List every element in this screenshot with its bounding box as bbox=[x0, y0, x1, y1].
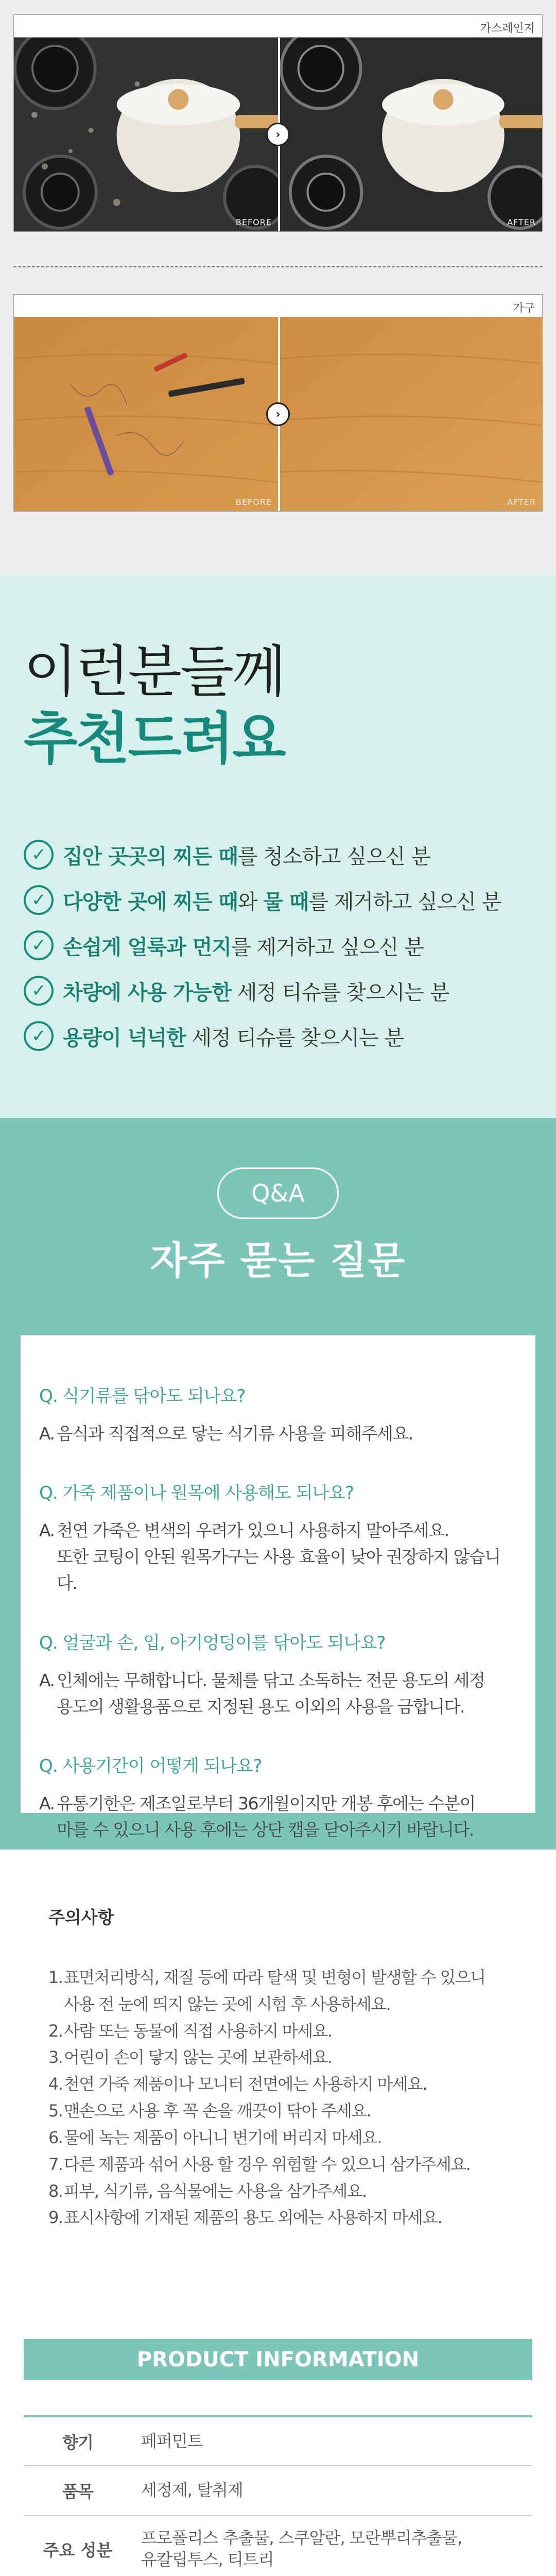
recommend-highlight: 용량이 넉넉한 bbox=[63, 1026, 186, 1050]
comparison-images bbox=[14, 38, 542, 231]
recommend-item bbox=[24, 968, 556, 1013]
recommend-highlight: 다양한 곳에 찌든 때 bbox=[63, 890, 238, 914]
product-info-section bbox=[0, 2339, 556, 2576]
answer-line: 유통기한은 제조일로부터 36개월이지만 개봉 후에는 수분이 bbox=[57, 1793, 476, 1814]
before-image bbox=[14, 317, 278, 511]
notice-item bbox=[48, 2178, 532, 2205]
after-label: AFTER bbox=[507, 497, 536, 507]
before-label: BEFORE bbox=[235, 497, 272, 507]
faq-item bbox=[39, 1629, 517, 1720]
notice-number: 4. bbox=[48, 2074, 63, 2094]
before-after-gas-range bbox=[13, 14, 543, 232]
notice-line: 맨손으로 사용 후 꼭 손을 깨끗이 닦아 주세요. bbox=[64, 2101, 371, 2121]
recommend-text: 를 청소하고 싶으신 분 bbox=[237, 844, 430, 869]
row-value bbox=[132, 2515, 532, 2576]
row-key: 향기 bbox=[24, 2416, 132, 2466]
notice-number: 7. bbox=[48, 2154, 63, 2174]
table-row bbox=[24, 2515, 532, 2576]
notice-line: 물에 녹는 제품이 아니니 변기에 버리지 마세요. bbox=[64, 2127, 381, 2147]
chevron-right-icon: › bbox=[266, 402, 290, 426]
notice-number: 2. bbox=[48, 2021, 63, 2041]
notice-number: 5. bbox=[48, 2101, 63, 2121]
furniture-after-photo bbox=[280, 317, 542, 511]
recommend-list bbox=[24, 832, 556, 1059]
faq-answer bbox=[39, 1517, 517, 1596]
faq-item bbox=[39, 1479, 517, 1596]
answer-label: A. bbox=[39, 1423, 55, 1444]
recommend-item bbox=[24, 1013, 556, 1059]
before-after-section bbox=[0, 0, 556, 574]
qa-badge: Q&A bbox=[217, 1167, 339, 1219]
notice-number: 9. bbox=[48, 2208, 63, 2228]
check-circle-icon: ✓ bbox=[24, 840, 54, 870]
value-line: 유칼립투스, 티트리 bbox=[141, 2550, 274, 2569]
after-image bbox=[278, 38, 542, 231]
faq-question: Q. 사용기간이 어떻게 되나요? bbox=[39, 1755, 262, 1776]
recommend-highlight: 손쉽게 얼룩과 먼지 bbox=[63, 935, 231, 959]
recommend-text: 세정 티슈를 찾으시는 분 bbox=[185, 1026, 404, 1050]
faq-answer bbox=[39, 1790, 517, 1843]
product-info-banner: PRODUCT INFORMATION bbox=[24, 2339, 532, 2380]
check-circle-icon: ✓ bbox=[24, 1021, 54, 1051]
notice-item bbox=[48, 2125, 532, 2151]
furniture-before-photo bbox=[14, 317, 278, 511]
notice-number: 3. bbox=[48, 2047, 63, 2067]
recommend-text: 와 bbox=[237, 890, 264, 914]
notice-item bbox=[48, 1964, 532, 2018]
notice-item bbox=[48, 2071, 532, 2098]
faq-title: 자주 묻는 질문 bbox=[150, 1239, 406, 1283]
after-image bbox=[278, 317, 542, 511]
answer-line: 마를 수 있으니 사용 후에는 상단 캡을 닫아주시기 바랍니다. bbox=[57, 1819, 474, 1840]
notice-number: 8. bbox=[48, 2181, 63, 2201]
product-info-table bbox=[24, 2415, 532, 2576]
answer-label: A. bbox=[39, 1793, 55, 1814]
recommend-text: 를 제거하고 싶으신 분 bbox=[231, 935, 424, 959]
check-circle-icon: ✓ bbox=[24, 930, 54, 960]
answer-line: 용도의 생활용품으로 지정된 용도 이외의 사용을 금합니다. bbox=[57, 1696, 464, 1717]
check-circle-icon: ✓ bbox=[24, 976, 54, 1006]
notice-section bbox=[0, 1850, 556, 2339]
notice-line: 표시사항에 기재된 제품의 용도 외에는 사용하지 마세요. bbox=[64, 2208, 442, 2228]
answer-label: A. bbox=[39, 1520, 55, 1541]
notice-item bbox=[48, 2151, 532, 2178]
row-key: 품목 bbox=[24, 2466, 132, 2515]
answer-line: 인체에는 무해합니다. 물체를 닦고 소독하는 전문 용도의 세정 bbox=[57, 1670, 485, 1690]
notice-item bbox=[48, 2098, 532, 2125]
after-label: AFTER bbox=[507, 217, 536, 227]
faq-question: Q. 가죽 제품이나 원목에 사용해도 되나요? bbox=[39, 1483, 354, 1504]
notice-line: 사용 전 눈에 띄지 않는 곳에 시험 후 사용하세요. bbox=[64, 1994, 391, 2014]
recommend-item bbox=[24, 877, 556, 923]
recommend-highlight: 차량에 사용 가능한 bbox=[63, 980, 231, 1005]
recommend-item bbox=[24, 923, 556, 968]
answer-line: 음식과 직접적으로 닿는 식기류 사용을 피해주세요. bbox=[57, 1423, 413, 1444]
recommend-highlight: 집안 곳곳의 찌든 때 bbox=[63, 844, 238, 869]
faq-section bbox=[0, 1118, 556, 1850]
notice-title: 주의사항 bbox=[48, 1907, 114, 1927]
recommend-text: 세정 티슈를 찾으시는 분 bbox=[231, 980, 449, 1005]
comparison-images bbox=[14, 317, 542, 511]
table-row bbox=[24, 2416, 532, 2466]
notice-line: 다른 제품과 섞어 사용 할 경우 위험할 수 있으니 삼가주세요. bbox=[64, 2154, 471, 2174]
notice-item bbox=[48, 2018, 532, 2045]
before-label: BEFORE bbox=[235, 217, 272, 227]
answer-line: 또한 코팅이 안된 원목가구는 사용 효율이 낮아 권장하지 않습니다. bbox=[57, 1547, 500, 1594]
gas-range-before-photo bbox=[14, 38, 278, 231]
gas-range-after-photo bbox=[280, 38, 542, 231]
value-line: 페퍼민트 bbox=[141, 2431, 203, 2451]
recommend-heading-line2: 추천드려요 bbox=[24, 707, 285, 772]
recommend-text: 를 제거하고 싶으신 분 bbox=[308, 890, 501, 914]
faq-answer bbox=[39, 1667, 517, 1720]
chevron-right-icon: › bbox=[266, 123, 290, 146]
faq-question: Q. 얼굴과 손, 입, 아기엉덩이를 닦아도 되나요? bbox=[39, 1632, 386, 1653]
category-tag: 가구 bbox=[14, 295, 542, 317]
notice-line: 표면처리방식, 재질 등에 따라 탈색 및 변형이 발생할 수 있으니 bbox=[64, 1968, 485, 1987]
recommend-item bbox=[24, 832, 556, 877]
category-tag: 가스레인지 bbox=[14, 15, 542, 38]
faq-card bbox=[21, 1335, 535, 1840]
check-circle-icon: ✓ bbox=[24, 885, 54, 915]
answer-label: A. bbox=[39, 1670, 55, 1690]
row-key: 주요 성분 bbox=[24, 2515, 132, 2576]
recommend-heading-line1: 이런분들께 bbox=[24, 640, 285, 704]
value-line: 프로폴리스 추출물, 스쿠알란, 모란뿌리추출물, bbox=[141, 2528, 462, 2548]
notice-item bbox=[48, 2044, 532, 2071]
section-divider bbox=[13, 266, 543, 267]
notice-line: 천연 가죽 제품이나 모니터 전면에는 사용하지 마세요. bbox=[64, 2074, 427, 2094]
faq-item bbox=[39, 1752, 517, 1843]
recommend-highlight: 물 때 bbox=[263, 890, 309, 914]
value-line: 세정제, 탈취제 bbox=[141, 2480, 243, 2500]
notice-line: 피부, 식기류, 음식물에는 사용을 삼가주세요. bbox=[64, 2181, 367, 2201]
answer-line: 천연 가죽은 변색의 우려가 있으니 사용하지 말아주세요. bbox=[57, 1520, 449, 1541]
notice-line: 어린이 손이 닿지 않는 곳에 보관하세요. bbox=[64, 2047, 332, 2067]
row-value bbox=[132, 2466, 532, 2515]
before-image bbox=[14, 38, 278, 231]
faq-answer bbox=[39, 1420, 517, 1447]
notice-line: 사람 또는 동물에 직접 사용하지 마세요. bbox=[64, 2021, 332, 2041]
table-row bbox=[24, 2466, 532, 2515]
notice-number: 6. bbox=[48, 2127, 63, 2147]
notice-number: 1. bbox=[48, 1968, 63, 1987]
before-after-furniture bbox=[13, 294, 543, 512]
notice-list bbox=[48, 1964, 532, 2231]
recommend-section bbox=[0, 574, 556, 1118]
faq-item bbox=[39, 1382, 517, 1447]
row-value bbox=[132, 2416, 532, 2466]
notice-item bbox=[48, 2205, 532, 2231]
faq-question: Q. 식기류를 닦아도 되나요? bbox=[39, 1386, 246, 1406]
